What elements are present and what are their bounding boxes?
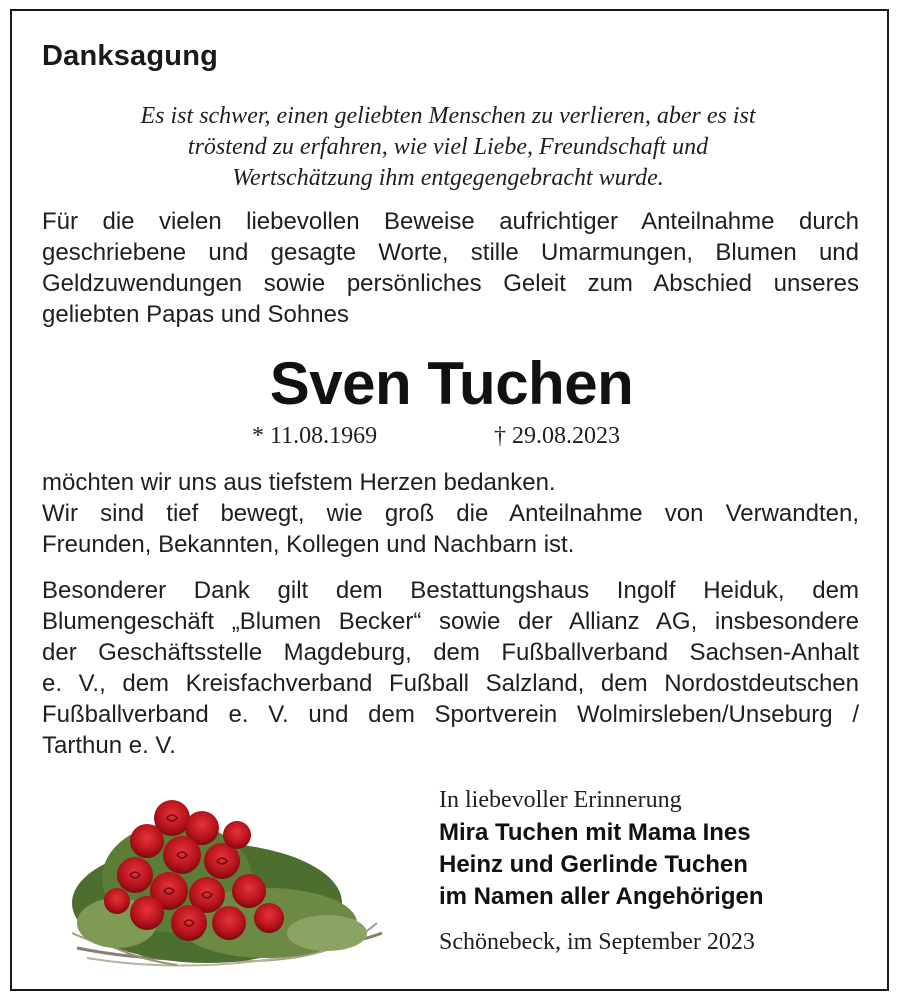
signatory-name: im Namen aller Angehörigen — [439, 883, 764, 910]
birth-date: * 11.08.1969 — [252, 423, 378, 449]
deceased-name: Sven Tuchen — [269, 350, 634, 417]
thanks-line: Wir sind tief bewegt, wie groß die Anteilnahme von Verwandten, — [42, 500, 859, 527]
death-date: † 29.08.2023 — [494, 423, 620, 449]
signatory-name: Mira Tuchen mit Mama Ines — [439, 819, 751, 846]
special-thanks-line: e. V., dem Kreisfachverband Fußball Salzland, dem Nordostdeutschen — [42, 670, 859, 697]
quote-line: Es ist schwer, einen geliebten Menschen zu verlieren, aber es ist — [140, 103, 756, 129]
thanks-line: möchten wir uns aus tiefstem Herzen bedanken. — [42, 469, 556, 496]
special-thanks-line: Blumengeschäft „Blumen Becker“ sowie der Allianz AG, insbesondere — [42, 608, 859, 635]
heading: Danksagung — [42, 40, 219, 72]
signatory-name: Heinz und Gerlinde Tuchen — [439, 851, 748, 878]
signature-intro: In liebevoller Erinnerung — [439, 787, 682, 813]
special-thanks-line: der Geschäftsstelle Magdeburg, dem Fußballverband Sachsen-Anhalt — [42, 639, 859, 666]
special-thanks-line: Besonderer Dank gilt dem Bestattungshaus Ingolf Heiduk, dem — [42, 577, 859, 604]
intro-line: geliebten Papas und Sohnes — [42, 301, 349, 328]
quote-line: Wertschätzung ihm entgegengebracht wurde. — [232, 165, 664, 191]
quote-line: tröstend zu erfahren, wie viel Liebe, Freundschaft und — [187, 134, 709, 160]
thanks-line: Freunden, Bekannten, Kollegen und Nachbarn ist. — [42, 531, 575, 558]
special-thanks-line: Tarthun e. V. — [42, 732, 176, 759]
obituary-frame — [10, 9, 889, 991]
intro-line: Für die vielen liebevollen Beweise aufrichtiger Anteilnahme durch — [42, 208, 859, 235]
rose-wreath-image — [57, 783, 387, 973]
intro-line: geschriebene und gesagte Worte, stille Umarmungen, Blumen und — [42, 239, 859, 266]
place-date: Schönebeck, im September 2023 — [439, 929, 755, 955]
intro-line: Geldzuwendungen sowie persönliches Geleit zum Abschied unseres — [42, 270, 859, 297]
special-thanks-line: Fußballverband e. V. und dem Sportverein Wolmirsleben/Unseburg / — [42, 701, 859, 728]
